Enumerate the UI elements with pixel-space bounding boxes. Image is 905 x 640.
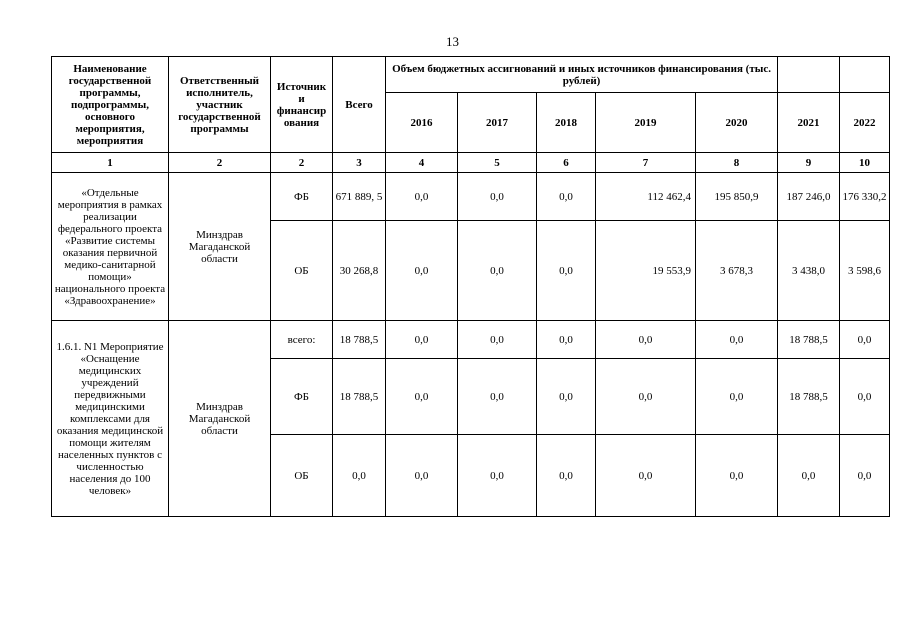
budget-table [51, 56, 890, 517]
header-name: Наименование государственной программы, подпрограммы, основного мероприятия, мероприятия [52, 57, 169, 153]
value-cell: 0,0 [386, 435, 458, 517]
program-name-cell: 1.6.1. N1 Мероприятие «Оснащение медицинских учреждений передвижными медицинскими комплексами для оказания медицинской помощи жителям населенных пунктов с численностью населения до 100 человек» [52, 321, 169, 517]
header-source: Источник и финансир ования [271, 57, 333, 153]
header-year: 2021 [778, 93, 840, 153]
value-cell: 0,0 [458, 321, 537, 359]
header-empty-cell [778, 57, 840, 93]
page-number: 13 [446, 34, 459, 49]
value-cell: 3 438,0 [778, 221, 840, 321]
value-cell: 195 850,9 [696, 173, 778, 221]
value-cell: 0,0 [778, 435, 840, 517]
column-number: 8 [696, 153, 778, 173]
total-cell: 30 268,8 [333, 221, 386, 321]
value-cell: 0,0 [840, 359, 890, 435]
value-cell: 0,0 [386, 321, 458, 359]
value-cell: 0,0 [696, 359, 778, 435]
header-year: 2016 [386, 93, 458, 153]
source-cell: ОБ [271, 221, 333, 321]
program-name-cell: «Отдельные мероприятия в рамках реализации федерального проекта «Развитие системы оказания первичной медико-санитарной помощи» национального проекта «Здравоохранение» [52, 173, 169, 321]
header-year: 2017 [458, 93, 537, 153]
value-cell: 0,0 [537, 435, 596, 517]
header-year: 2020 [696, 93, 778, 153]
table-row [52, 173, 890, 221]
value-cell: 0,0 [596, 435, 696, 517]
column-number: 5 [458, 153, 537, 173]
header-empty-cell [840, 57, 890, 93]
column-number: 9 [778, 153, 840, 173]
value-cell: 0,0 [458, 173, 537, 221]
value-cell: 176 330,2 [840, 173, 890, 221]
value-cell: 0,0 [458, 359, 537, 435]
value-cell: 0,0 [840, 435, 890, 517]
value-cell: 112 462,4 [596, 173, 696, 221]
header-group: Объем бюджетных ассигнований и иных источников финансирования (тыс. рублей) [386, 57, 778, 93]
total-cell: 671 889, 5 [333, 173, 386, 221]
value-cell: 0,0 [596, 359, 696, 435]
table-row [52, 321, 890, 359]
total-cell: 0,0 [333, 435, 386, 517]
value-cell: 0,0 [458, 221, 537, 321]
column-number: 7 [596, 153, 696, 173]
value-cell: 0,0 [537, 221, 596, 321]
value-cell: 187 246,0 [778, 173, 840, 221]
value-cell: 0,0 [386, 359, 458, 435]
value-cell: 18 788,5 [778, 359, 840, 435]
value-cell: 0,0 [537, 173, 596, 221]
source-cell: ОБ [271, 435, 333, 517]
total-cell: 18 788,5 [333, 359, 386, 435]
responsible-cell: Минздрав Магаданской области [169, 321, 271, 517]
column-number: 2 [271, 153, 333, 173]
source-cell: ФБ [271, 359, 333, 435]
value-cell: 0,0 [537, 321, 596, 359]
value-cell: 3 678,3 [696, 221, 778, 321]
value-cell: 0,0 [537, 359, 596, 435]
value-cell: 0,0 [840, 321, 890, 359]
value-cell: 0,0 [458, 435, 537, 517]
value-cell: 0,0 [386, 221, 458, 321]
value-cell: 0,0 [696, 321, 778, 359]
column-number: 10 [840, 153, 890, 173]
header-year: 2018 [537, 93, 596, 153]
column-number: 1 [52, 153, 169, 173]
column-number: 4 [386, 153, 458, 173]
header-total: Всего [333, 57, 386, 153]
value-cell: 0,0 [386, 173, 458, 221]
column-number: 2 [169, 153, 271, 173]
column-number: 6 [537, 153, 596, 173]
header-year: 2022 [840, 93, 890, 153]
value-cell: 0,0 [596, 321, 696, 359]
source-cell: ФБ [271, 173, 333, 221]
header-responsible: Ответственный исполнитель, участник государственной программы [169, 57, 271, 153]
column-number: 3 [333, 153, 386, 173]
header-year: 2019 [596, 93, 696, 153]
value-cell: 3 598,6 [840, 221, 890, 321]
value-cell: 0,0 [696, 435, 778, 517]
source-cell: всего: [271, 321, 333, 359]
value-cell: 19 553,9 [596, 221, 696, 321]
responsible-cell: Минздрав Магаданской области [169, 173, 271, 321]
column-numbers-row [52, 153, 890, 173]
value-cell: 18 788,5 [778, 321, 840, 359]
header-row-1 [52, 57, 890, 93]
total-cell: 18 788,5 [333, 321, 386, 359]
